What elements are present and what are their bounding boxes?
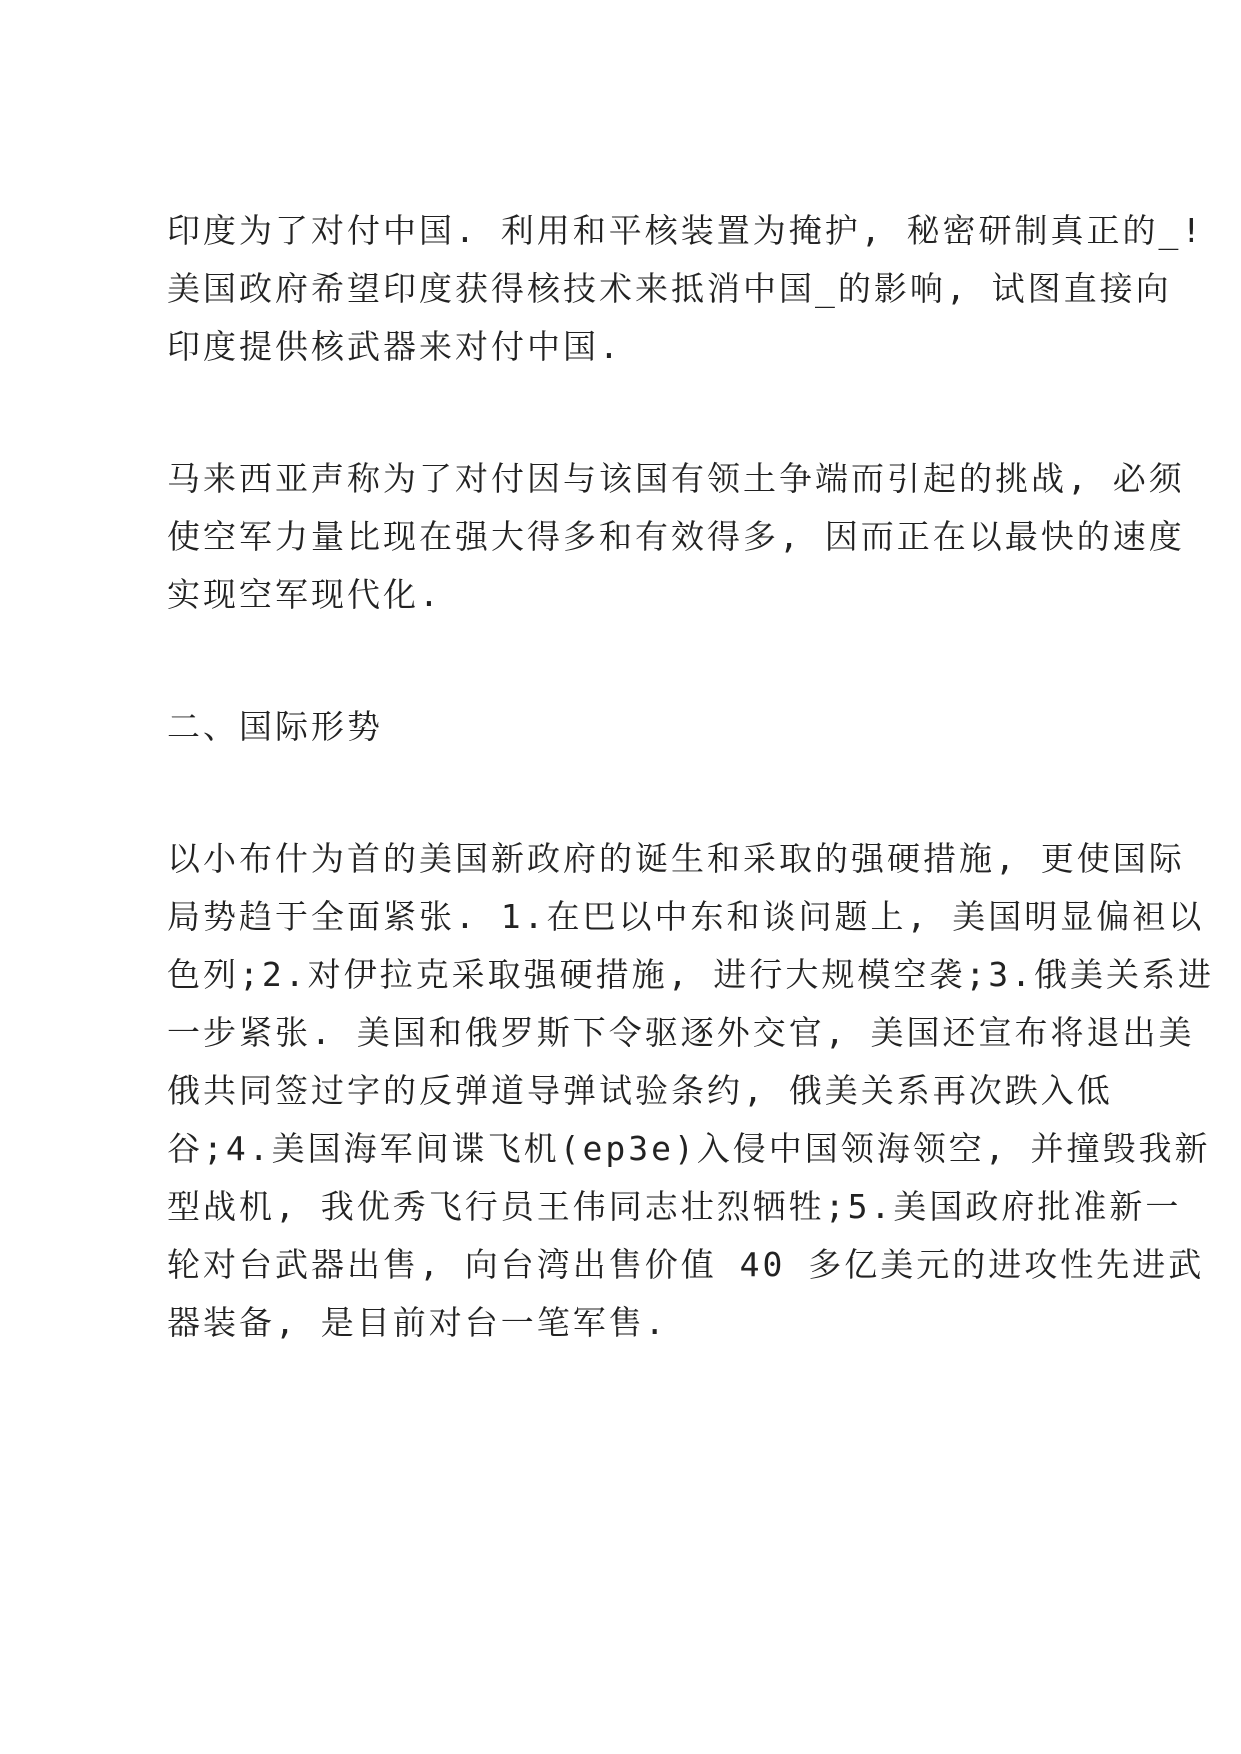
text-line: 轮对台武器出售, 向台湾出售价值 40 多亿美元的进攻性先进武 xyxy=(167,1245,1205,1284)
paragraph-india-nuclear xyxy=(167,202,1205,376)
text-line: 印度为了对付中国. 利用和平核装置为掩护, 秘密研制真正的_! xyxy=(167,211,1205,250)
paragraph-international-situation xyxy=(167,830,1214,1352)
section-heading-text: 二、国际形势 xyxy=(167,707,383,746)
text-line: 局势趋于全面紧张. 1.在巴以中东和谈问题上, 美国明显偏袒以 xyxy=(167,897,1205,936)
text-line: 马来西亚声称为了对付因与该国有领土争端而引起的挑战, 必须 xyxy=(167,459,1185,498)
text-line: 实现空军现代化. xyxy=(167,575,442,614)
text-line: 器装备, 是目前对台一笔军售. xyxy=(167,1303,668,1342)
text-line: 印度提供核武器来对付中国. xyxy=(167,327,622,366)
text-line: 色列;2.对伊拉克采取强硬措施, 进行大规模空袭;3.俄美关系进 xyxy=(167,955,1214,994)
text-line: 谷;4.美国海军间谍飞机(ep3e)入侵中国领海领空, 并撞毁我新 xyxy=(167,1129,1211,1168)
paragraph-malaysia-airforce xyxy=(167,450,1185,624)
text-line: 以小布什为首的美国新政府的诞生和采取的强硬措施, 更使国际 xyxy=(167,839,1185,878)
section-heading xyxy=(167,698,1097,756)
document-page xyxy=(167,202,1214,1426)
text-line: 一步紧张. 美国和俄罗斯下令驱逐外交官, 美国还宣布将退出美 xyxy=(167,1013,1195,1052)
text-line: 俄共同签过字的反弹道导弹试验条约, 俄美关系再次跌入低 xyxy=(167,1071,1113,1110)
text-line: 美国政府希望印度获得核技术来抵消中国_的影响, 试图直接向 xyxy=(167,269,1172,308)
text-line: 型战机, 我优秀飞行员王伟同志壮烈牺牲;5.美国政府批准新一 xyxy=(167,1187,1182,1226)
text-line: 使空军力量比现在强大得多和有效得多, 因而正在以最快的速度 xyxy=(167,517,1185,556)
